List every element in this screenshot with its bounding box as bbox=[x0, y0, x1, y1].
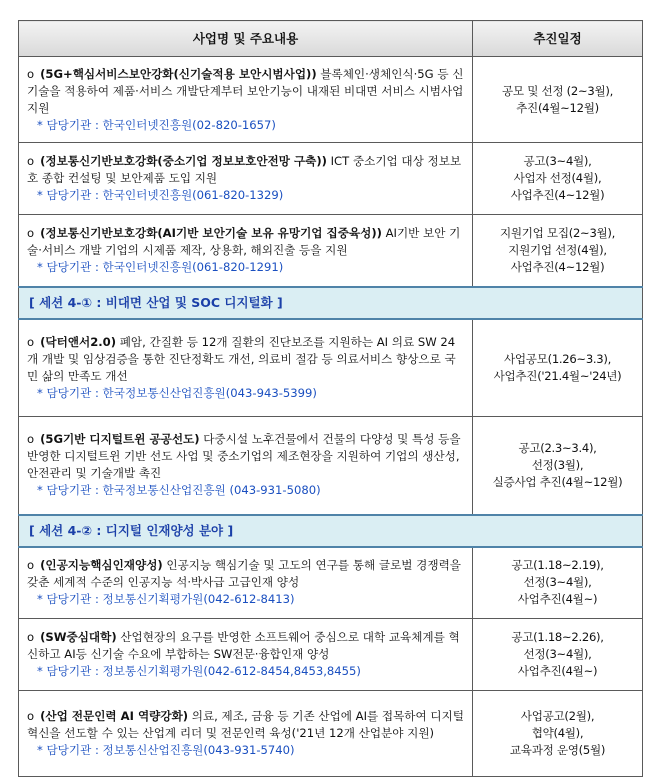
item-description: 인공지능 핵심기술 및 고도의 연구를 통해 글로벌 경쟁력을 갖춘 세계적 수준의 인공지능 석·박사급 고급인재 양성 bbox=[27, 558, 461, 590]
item-description: 의료, 제조, 금융 등 기존 산업에 AI를 접목하여 디지털 혁신을 선도할 수 있는 산업계 리더 및 전문인력 육성('21년 12개 산업분야 지원) bbox=[27, 709, 464, 740]
item-description: AI기반 보안 기술·서비스 개발 기업의 시제품 제작, 상용화, 해외진출 등을 지원 bbox=[27, 225, 461, 257]
header-content: 사업명 및 주요내용 bbox=[19, 21, 473, 57]
schedule-line: 사업공고(2월), bbox=[520, 709, 595, 723]
item-schedule bbox=[473, 417, 643, 515]
item-content bbox=[19, 691, 473, 777]
bullet-marker: o bbox=[27, 66, 35, 81]
item-schedule bbox=[473, 547, 643, 619]
agency-contact: * 담당기관 : 한국인터넷진흥원(061-820-1291) bbox=[37, 259, 284, 274]
schedule-line: 사업추진(4월~) bbox=[517, 592, 598, 607]
item-title: (5G기반 디지털트윈 공공선도) bbox=[40, 432, 200, 447]
schedule-line: 협약(4월), bbox=[531, 726, 584, 740]
item-schedule bbox=[473, 619, 643, 691]
schedule-line: 사업추진(4월~) bbox=[517, 664, 598, 678]
table-row bbox=[19, 547, 643, 619]
item-title: (SW중심대학) bbox=[40, 630, 117, 644]
item-description: ICT 중소기업 대상 정보보호 종합 컨설팅 및 보안제품 도입 지원 bbox=[27, 154, 462, 185]
agency-contact: * 담당기관 : 한국정보통신산업진흥원 (043-931-5080) bbox=[37, 483, 321, 498]
bullet-marker: o bbox=[27, 334, 35, 349]
header-schedule: 추진일정 bbox=[473, 21, 643, 57]
item-schedule bbox=[473, 143, 643, 215]
bullet-marker: o bbox=[27, 630, 35, 644]
schedule-line: 공고(2.3~3.4), bbox=[518, 440, 597, 455]
schedule-line: 추진(4월~12월) bbox=[516, 100, 599, 115]
item-title: (정보통신기반보호강화(중소기업 정보보호안전망 구축)) bbox=[40, 154, 327, 168]
schedule-line: 교육과정 운영(5월) bbox=[509, 743, 606, 757]
agency-contact: * 담당기관 : 한국정보통신산업진흥원(043-943-5399) bbox=[37, 385, 317, 400]
agency-contact: * 담당기관 : 정보통신산업진흥원(043-931-5740) bbox=[37, 743, 295, 757]
schedule-line: 선정(3~4월), bbox=[523, 575, 592, 590]
schedule-line: 사업자 선정(4월), bbox=[513, 171, 602, 185]
item-content bbox=[19, 319, 473, 417]
agency-contact: * 담당기관 : 정보통신기획평가원(042-612-8454,8453,8455) bbox=[37, 664, 361, 678]
table-row bbox=[19, 691, 643, 777]
schedule-line: 지원기업 모집(2~3월), bbox=[499, 225, 616, 240]
item-schedule bbox=[473, 57, 643, 143]
table-row bbox=[19, 619, 643, 691]
item-title: (닥터앤서2.0) bbox=[40, 334, 117, 349]
agency-contact: * 담당기관 : 한국인터넷진흥원(061-820-1329) bbox=[37, 188, 284, 202]
item-schedule bbox=[473, 215, 643, 287]
item-content bbox=[19, 417, 473, 515]
item-schedule bbox=[473, 319, 643, 417]
bullet-marker: o bbox=[27, 558, 35, 573]
schedule-line: 공고(1.18~2.19), bbox=[511, 558, 604, 573]
item-content bbox=[19, 143, 473, 215]
schedule-line: 공고(1.18~2.26), bbox=[511, 630, 604, 644]
agency-contact: * 담당기관 : 정보통신기획평가원(042-612-8413) bbox=[37, 592, 295, 607]
header-row bbox=[19, 21, 643, 57]
item-title: (산업 전문인력 AI 역량강화) bbox=[40, 709, 189, 723]
item-title: (5G+핵심서비스보안강화(신기술적용 보안시범사업)) bbox=[40, 66, 317, 81]
item-content bbox=[19, 547, 473, 619]
table-row bbox=[19, 143, 643, 215]
item-content bbox=[19, 57, 473, 143]
schedule-line: 지원기업 선정(4월), bbox=[508, 242, 607, 257]
section-title: [ 세션 4-② : 디지털 인재양성 분야 ] bbox=[19, 515, 643, 547]
item-description: 블록체인·생체인식·5G 등 신기술을 적용하여 제품·서비스 개발단계부터 보안기능이 내재된 비대면 서비스 시범사업 지원 bbox=[27, 66, 464, 115]
section-row bbox=[19, 515, 643, 547]
bullet-marker: o bbox=[27, 709, 35, 723]
table-row bbox=[19, 57, 643, 143]
section-title: [ 세션 4-① : 비대면 산업 및 SOC 디지털화 ] bbox=[19, 287, 643, 319]
bullet-marker: o bbox=[27, 225, 35, 240]
item-description: 산업현장의 요구를 반영한 소프트웨어 중심으로 대학 교육체계를 혁신하고 AI등 신기술 수요에 부합하는 SW전문·융합인재 양성 bbox=[27, 630, 460, 661]
bullet-marker: o bbox=[27, 154, 35, 168]
item-content bbox=[19, 619, 473, 691]
schedule-line: 선정(3~4월), bbox=[523, 647, 592, 661]
table-row bbox=[19, 319, 643, 417]
schedule-line: 선정(3월), bbox=[531, 457, 584, 472]
item-schedule bbox=[473, 691, 643, 777]
item-title: (정보통신기반보호강화(AI기반 보안기술 보유 유망기업 집중육성)) bbox=[40, 225, 382, 240]
schedule-line: 공모 및 선정 (2~3월), bbox=[502, 83, 613, 98]
item-title: (인공지능핵심인재양성) bbox=[40, 558, 163, 573]
schedule-line: 사업공모(1.26~3.3), bbox=[504, 351, 611, 366]
schedule-line: 사업추진(4~12월) bbox=[510, 188, 605, 202]
table-row bbox=[19, 215, 643, 287]
item-description: 다중시설 노후건물에서 건물의 다양성 및 특성 등을 반영한 디지털트윈 기반 선도 사업 및 중소기업의 제조현장을 지원하여 기업의 생산성, 안전관리 및 기술개발 촉진 bbox=[27, 432, 461, 481]
section-row bbox=[19, 287, 643, 319]
schedule-line: 사업추진(4~12월) bbox=[510, 259, 605, 274]
table-body bbox=[19, 57, 643, 777]
agency-contact: * 담당기관 : 한국인터넷진흥원(02-820-1657) bbox=[37, 117, 276, 132]
item-content bbox=[19, 215, 473, 287]
schedule-line: 사업추진('21.4월~'24년) bbox=[493, 368, 622, 383]
bullet-marker: o bbox=[27, 432, 35, 447]
schedule-table bbox=[18, 20, 643, 777]
schedule-line: 실증사업 추진(4월~12월) bbox=[492, 474, 623, 489]
item-description: 폐암, 간질환 등 12개 질환의 진단보조를 지원하는 AI 의료 SW 24개 개발 및 임상검증을 통한 진단정확도 개선, 의료비 절감 등 의료서비스 향상으로 국민 삶의 만족도 개선 bbox=[27, 334, 456, 383]
schedule-line: 공고(3~4월), bbox=[523, 154, 592, 168]
table-row bbox=[19, 417, 643, 515]
